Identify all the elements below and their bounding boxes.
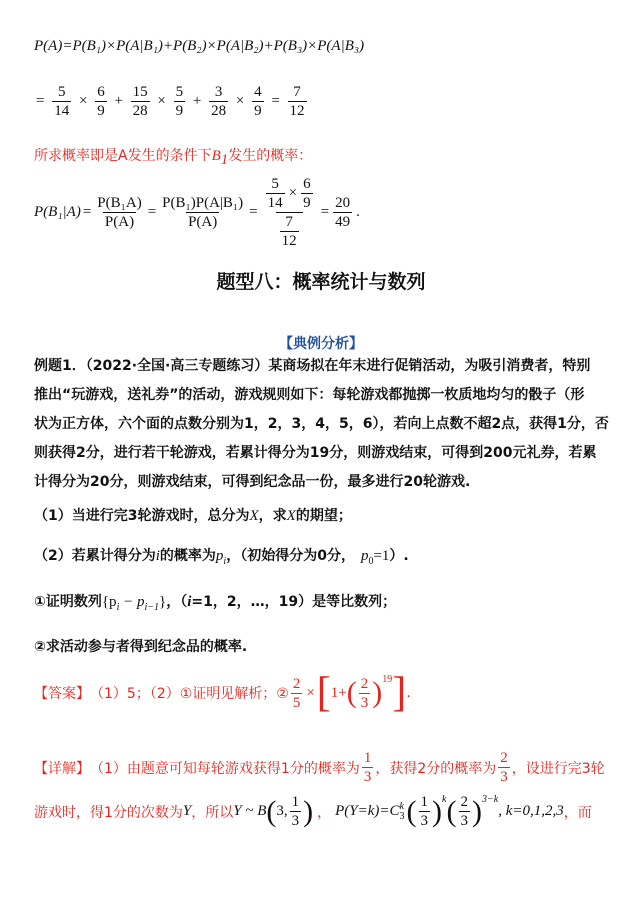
answer-label: 【答案】 <box>34 686 90 702</box>
fraction-result: $\frac{20}{49}$ <box>335 195 351 230</box>
compound-fraction: $\frac{5}{14}$ × $\frac{6}{9}$ $\frac{7}{12}$ <box>267 176 311 249</box>
fraction: $\frac{3}{28}$ <box>211 84 227 119</box>
example-line-1: 例题1．（2022·全国·高三专题练习）某商场拟在年末进行促销活动，为吸引消费者，特别 <box>34 358 591 374</box>
question-2-part-1: ①证明数列$\{p_i - p_{i-1}\}$，（i=1，2，…，19）是等比数列； <box>34 594 397 613</box>
example-line-2: 推出“玩游戏，送礼券”的活动，游戏规则如下：每轮游戏都抛掷一枚质地均匀的骰子（形 <box>34 387 585 403</box>
fraction: $\frac{\text{P(B₁A)}}{P(A)}$ <box>97 195 142 230</box>
conditional-probability-statement: 所求概率即是A发生的条件下$B_1$发生的概率： <box>34 148 313 168</box>
fraction: $\frac{5}{9}$ <box>175 84 184 119</box>
example-line-4: 则获得2分，进行若干轮游戏，若累计得分为19分，则游戏结束，可得到200元礼券，若累 <box>34 445 597 461</box>
fraction: $\frac{6}{9}$ <box>97 84 105 119</box>
fraction: $\frac{4}{9}$ <box>254 84 262 119</box>
example-line-5: 计得分为20分，则游戏结束，可得到纪念品一份，最多进行20轮游戏. <box>34 474 471 490</box>
fraction-result: $\frac{7}{12}$ <box>289 84 305 119</box>
detail-line-2: 游戏时，得1分的次数为 Y ，所以 Y ~ B ( 3, $\frac{1}{3}$ ) ， P(Y=k)=C k 3 ( $\frac{1}{3}$ ) $^k$ ( $\frac{2}{3}$ ) $^{3-k}$ , k=0,1,2,3 ，而 <box>34 794 592 829</box>
fraction: $\frac{15}{28}$ <box>132 84 148 119</box>
analysis-header: 【典例分析】 <box>279 336 363 352</box>
question-2-part-2: ②求活动参与者得到纪念品的概率. <box>34 639 248 655</box>
example-line-3: 状为正方体，六个面的点数分别为1，2，3，4，5，6），若向上点数不超2点，获得1分，否 <box>34 416 609 432</box>
fraction: $\frac{\text{P(B₁)P(A|B₁)}}{P(A)}$ <box>162 195 244 230</box>
total-probability-formula: P(A)=P(B₁)×P(A|B₁)+P(B₂)×P(A|B₂)+P(B₃)×P(A|B₃) <box>34 38 365 54</box>
detail-line-1: 【详解】 （1）由题意可知每轮游戏获得1分的概率为 $\frac{1}{3}$ ，获得2分的概率为 $\frac{2}{3}$ ，设进行完3轮 <box>34 750 605 785</box>
question-2: （2）若累计得分为i的概率为$p_i$，（初始得分为0分， $p_0=1$）. <box>34 548 409 567</box>
fraction: $\frac{5}{14}$ <box>54 84 70 119</box>
bayes-formula: P(B₁|A) = $\frac{\text{P(B₁A)}}{P(A)}$ = $\frac{\text{P(B₁)P(A|B₁)}}{P(A)}$ = $\frac{5}{14}$ × $\frac{6}{9}$ $\frac{7}{12}$ = $\frac{20}{49}$ . <box>34 176 360 249</box>
total-probability-evaluation: = $\frac{5}{14}$ × $\frac{6}{9}$ + $\frac{15}{28}$ × $\frac{5}{9}$ + $\frac{3}{28}$ × $\frac{4}{9}$ = $\frac{7}{12}$ <box>36 84 305 119</box>
answer-line: 【答案】 （1）5；（2）①证明见解析；② $\frac{2}{5}$ × [ 1+ ( $\frac{2}{3}$ ) $^{19}$ ] . <box>34 670 411 716</box>
question-1: （1）当进行完3轮游戏时，总分为X，求X的期望； <box>34 508 352 524</box>
detail-label: 【详解】 <box>34 760 90 777</box>
section-title: 题型八：概率统计与数列 <box>216 271 426 293</box>
